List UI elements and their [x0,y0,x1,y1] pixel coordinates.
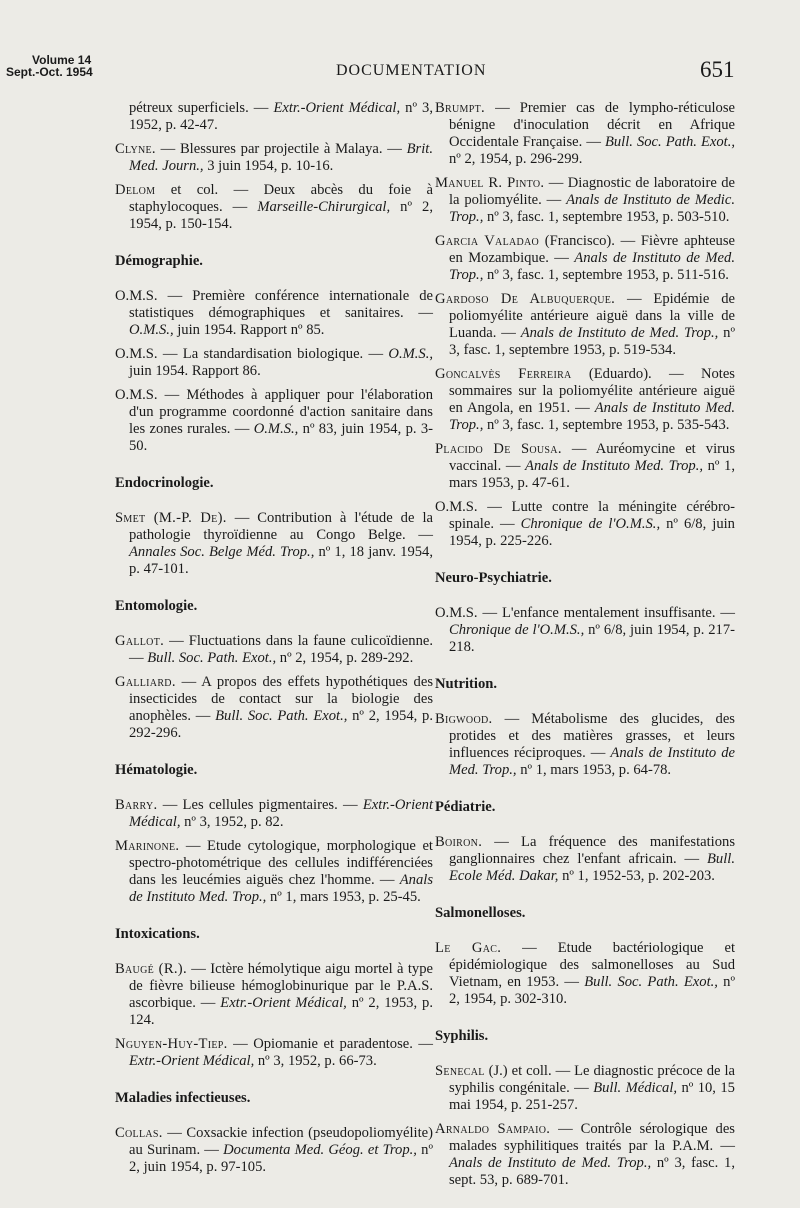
section-heading: Nutrition. [435,676,498,692]
entry-journal: Bull. Ecole Méd. Dakar, [449,851,735,884]
entry-text: — Etude cytologique, morphologique et spectro-photométrique des cellules indifférenciées dans les leucémies aiguës chez l'homme. — [129,838,433,888]
entry-journal: Chronique de l'O.M.S., [520,516,661,532]
entry-text: O.M.S. — Lutte contre la méningite cérébro-spinale. — [435,499,735,532]
entry-journal: Anals de Instituto Med. Trop., [449,400,735,433]
entry-journal: Anals de Instituto de Med. Trop., [520,325,719,341]
entry-citation: nº 10, 15 mai 1954, p. 251-257. [449,1080,735,1113]
entry-citation: nº 2, juin 1954, p. 97-105. [129,1142,433,1175]
entry-author: Arnaldo Sampaio. [435,1121,551,1137]
entry-citation: nº 1, 18 janv. 1954, p. 47-101. [129,544,433,577]
entry-author: Le Gac. [435,940,502,956]
entry-citation: nº 83, juin 1954, p. 3-50. [129,421,433,454]
running-title: DOCUMENTATION [336,62,487,79]
entry-text: (Eduardo). — Notes sommaires sur la poliomyélite antérieure aiguë en Angola, en 1951. — [449,366,735,416]
bibliography-entry [115,288,433,339]
bibliography-entry [435,175,735,226]
bibliography-entry [115,838,433,906]
entry-citation: nº 2, 1953, p. 124. [129,995,433,1028]
entry-journal: Brit. Med. Journ., [129,141,433,174]
entry-citation: nº 3, 1952, p. 66-73. [254,1053,377,1069]
entry-journal: Bull. Médical, [593,1080,678,1096]
bibliography-entry [115,510,433,578]
entry-journal: Extr.-Orient Médical, [129,797,433,830]
entry-text: — Auréomycine et virus vaccinal. — [449,441,735,474]
entry-text: — Contrôle sérologique des malades syphilitiques traités par la P.A.M. — [449,1121,735,1154]
entry-journal: Anals de Instituto Med. Trop., [525,458,704,474]
entry-author: Galliard. [115,674,176,690]
entry-journal: Annales Soc. Belge Méd. Trop., [129,544,315,560]
bibliography-entry [435,605,735,656]
page-header [0,0,800,95]
bibliography-entry [115,961,433,1029]
entry-citation: nº 2, 1954, p. 296-299. [449,151,583,167]
entry-citation: nº 2, 1954, p. 150-154. [129,199,433,232]
bibliography-entry [435,940,735,1008]
entry-journal: Anals de Instituto Med. Trop., [129,872,433,905]
entry-citation: nº 1, 1952-53, p. 202-203. [558,868,715,884]
volume-info [6,54,93,78]
entry-text: O.M.S. — La standardisation biologique. — [115,346,389,362]
entry-text: — Fluctuations dans la faune culicoïdienne. — [129,633,433,666]
section-heading: Maladies infectieuses. [115,1090,251,1106]
bibliography-entry [115,1036,433,1070]
entry-text: O.M.S. — L'enfance mentalement insuffisante. — [435,605,735,621]
entry-author: Collas. [115,1125,163,1141]
entry-journal: Extr.-Orient Médical, [129,1053,255,1069]
entry-citation: nº 3, fasc. 1, sept. 53, p. 689-701. [449,1155,735,1188]
entry-author: Bigwood. [435,711,493,727]
entry-author: Goncalvès Ferreira [435,366,572,382]
entry-author: Baugé (R.). [115,961,187,977]
entry-journal: O.M.S., [129,322,174,338]
entry-text: O.M.S. — Première conférence internationale de statistiques démographiques et sanitaires. — [115,288,433,321]
entry-author: Smet (M.-P. De). [115,510,227,526]
entry-text: — Premier cas de lympho-réticulose bénigne d'inoculation décrit en Afrique Occidentale Française. — [449,100,735,150]
entry-journal: Extr.-Orient Médical, [220,995,347,1011]
entry-author: Brumpt. [435,100,485,116]
entry-citation: nº 1, mars 1953, p. 47-61. [449,458,735,491]
bibliography-entry [435,441,735,492]
section-heading: Neuro-Psychiatrie. [435,570,552,586]
section-heading: Intoxications. [115,926,200,942]
entry-text: — Métabolisme des glucides, des protides et des matières grasses, et leurs influences réciproques. — [449,711,735,761]
entry-author: Marinone. [115,838,180,854]
bibliography-entry [115,633,433,667]
entry-journal: Marseille-Chirurgical, [257,199,391,215]
entry-journal: O.M.S., [388,346,433,362]
bibliography-entry [115,182,433,233]
section-heading: Démographie. [115,253,203,269]
bibliography-entry [435,291,735,359]
entry-author: Gardoso De Albuquerque. [435,291,616,307]
entry-text: — Epidémie de poliomyélite antérieure aiguë dans la ville de Luanda. — [449,291,735,341]
entry-author: Nguyen-Huy-Tiep. [115,1036,228,1052]
section-heading: Pédiatrie. [435,799,496,815]
bibliography-entry [435,1121,735,1189]
entry-author: Garcia Valadao [435,233,540,249]
entry-text: pétreux superficiels. — [129,100,274,116]
entry-citation: nº 3, fasc. 1, septembre 1953, p. 519-534. [449,325,735,358]
entry-text: — Contribution à l'étude de la pathologie thyroïdienne au Congo Belge. — [129,510,433,543]
section-heading: Syphilis. [435,1028,489,1044]
left-column [115,100,433,1183]
entry-author: Clyne. [115,141,156,157]
entry-citation: nº 3, fasc. 1, septembre 1953, p. 511-516. [483,267,729,283]
right-column [435,100,735,1196]
entry-citation: nº 3, 1952, p. 42-47. [129,100,433,133]
entry-journal: Chronique de l'O.M.S., [449,622,585,638]
entry-citation: nº 2, 1954, p. 292-296. [129,708,433,741]
bibliography-entry [435,834,735,885]
bibliography-entry [435,366,735,434]
entry-text: (Francisco). — Fièvre aphteuse en Mozambique. — [449,233,735,266]
entry-journal: Extr.-Orient Médical, [273,100,401,116]
entry-author: Boiron. [435,834,483,850]
entry-citation: nº 1, mars 1953, p. 64-78. [516,762,672,778]
entry-journal: Bull. Soc. Path. Exot., [215,708,348,724]
entry-text: — Les cellules pigmentaires. — [157,797,363,813]
bibliography-entry [435,100,735,168]
section-heading: Endocrinologie. [115,475,214,491]
section-heading: Hématologie. [115,762,198,778]
entry-text: O.M.S. — Méthodes à appliquer pour l'élaboration d'un programme coordonné d'action sanitaire dans les zones rurales. — [115,387,433,437]
bibliography-entry [115,100,433,134]
entry-citation: nº 1, mars 1953, p. 25-45. [266,889,421,905]
entry-text: — Ictère hémolytique aigu mortel à type de fièvre bilieuse hémoglobinurique par le P.A.S. ascorbique. — [129,961,433,1011]
entry-text: — Opiomanie et paradentose. — [227,1036,433,1052]
entry-journal: Anals de Instituto de Med. Trop., [449,1155,652,1171]
entry-author: Manuel R. Pinto. [435,175,545,191]
bibliography-entry [115,346,433,380]
entry-journal: Anals de Instituto de Med. Trop., [449,250,735,283]
entry-journal: Anals de Instituto de Med. Trop., [449,745,735,778]
entry-journal: Bull. Soc. Path. Exot., [147,650,277,666]
bibliography-entry [435,499,735,550]
entry-citation: nº 3, 1952, p. 82. [180,814,284,830]
bibliography-entry [115,797,433,831]
bibliography-entry [435,711,735,779]
entry-journal: Bull. Soc. Path. Exot., [604,134,735,150]
entry-text: — A propos des effets hypothétiques des insecticides de contact sur la biologie des anophèles. — [129,674,433,724]
entry-citation: juin 1954. Rapport 86. [129,363,261,379]
entry-author: Delom [115,182,156,198]
entry-text: — Diagnostic de laboratoire de la poliomyélite. — [449,175,735,208]
page-number: 651 [700,57,735,82]
bibliography-entry [435,233,735,284]
bibliography-entry [435,1063,735,1114]
entry-author: Gallot. [115,633,165,649]
entry-citation: nº 6/8, juin 1954, p. 217-218. [449,622,735,655]
entry-author: Barry. [115,797,158,813]
bibliography-entry [115,141,433,175]
entry-journal: Documenta Med. Géog. et Trop., [223,1142,417,1158]
volume-label: Volume 14 [32,53,92,67]
entry-text: et col. — Deux abcès du foie à staphylocoques. — [129,182,433,215]
entry-journal: Bull. Soc. Path. Exot., [584,974,718,990]
entry-citation: juin 1954. Rapport nº 85. [173,322,325,338]
entry-citation: 3 juin 1954, p. 10-16. [203,158,334,174]
entry-citation: nº 3, fasc. 1, septembre 1953, p. 503-510. [483,209,730,225]
entry-text: — La fréquence des manifestations ganglionnaires chez l'enfant africain. — [449,834,735,867]
entry-citation: nº 3, fasc. 1, septembre 1953, p. 535-543. [483,417,730,433]
entry-citation: nº 2, 1954, p. 302-310. [449,974,735,1007]
entry-text: — Coxsackie infection (pseudopoliomyélite) au Surinam. — [129,1125,433,1158]
section-heading: Entomologie. [115,598,198,614]
bibliography-entry [115,387,433,455]
bibliography-entry [115,1125,433,1176]
entry-text: (J.) et coll. — Le diagnostic précoce de la syphilis congénitale. — [449,1063,735,1096]
issue-date: Sept.-Oct. 1954 [6,65,93,79]
entry-citation: nº 6/8, juin 1954, p. 225-226. [449,516,735,549]
entry-text: — Etude bactériologique et épidémiologique des salmonelloses au Sud Vietnam, en 1953. — [449,940,736,990]
entry-citation: nº 2, 1954, p. 289-292. [276,650,414,666]
entry-author: Senecal [435,1063,485,1079]
bibliography-entry [115,674,433,742]
section-heading: Salmonelloses. [435,905,526,921]
entry-journal: O.M.S., [253,421,299,437]
entry-journal: Anals de Instituto de Medic. Trop., [449,192,735,225]
entry-author: Placido De Sousa. [435,441,562,457]
entry-text: — Blessures par projectile à Malaya. — [155,141,407,157]
